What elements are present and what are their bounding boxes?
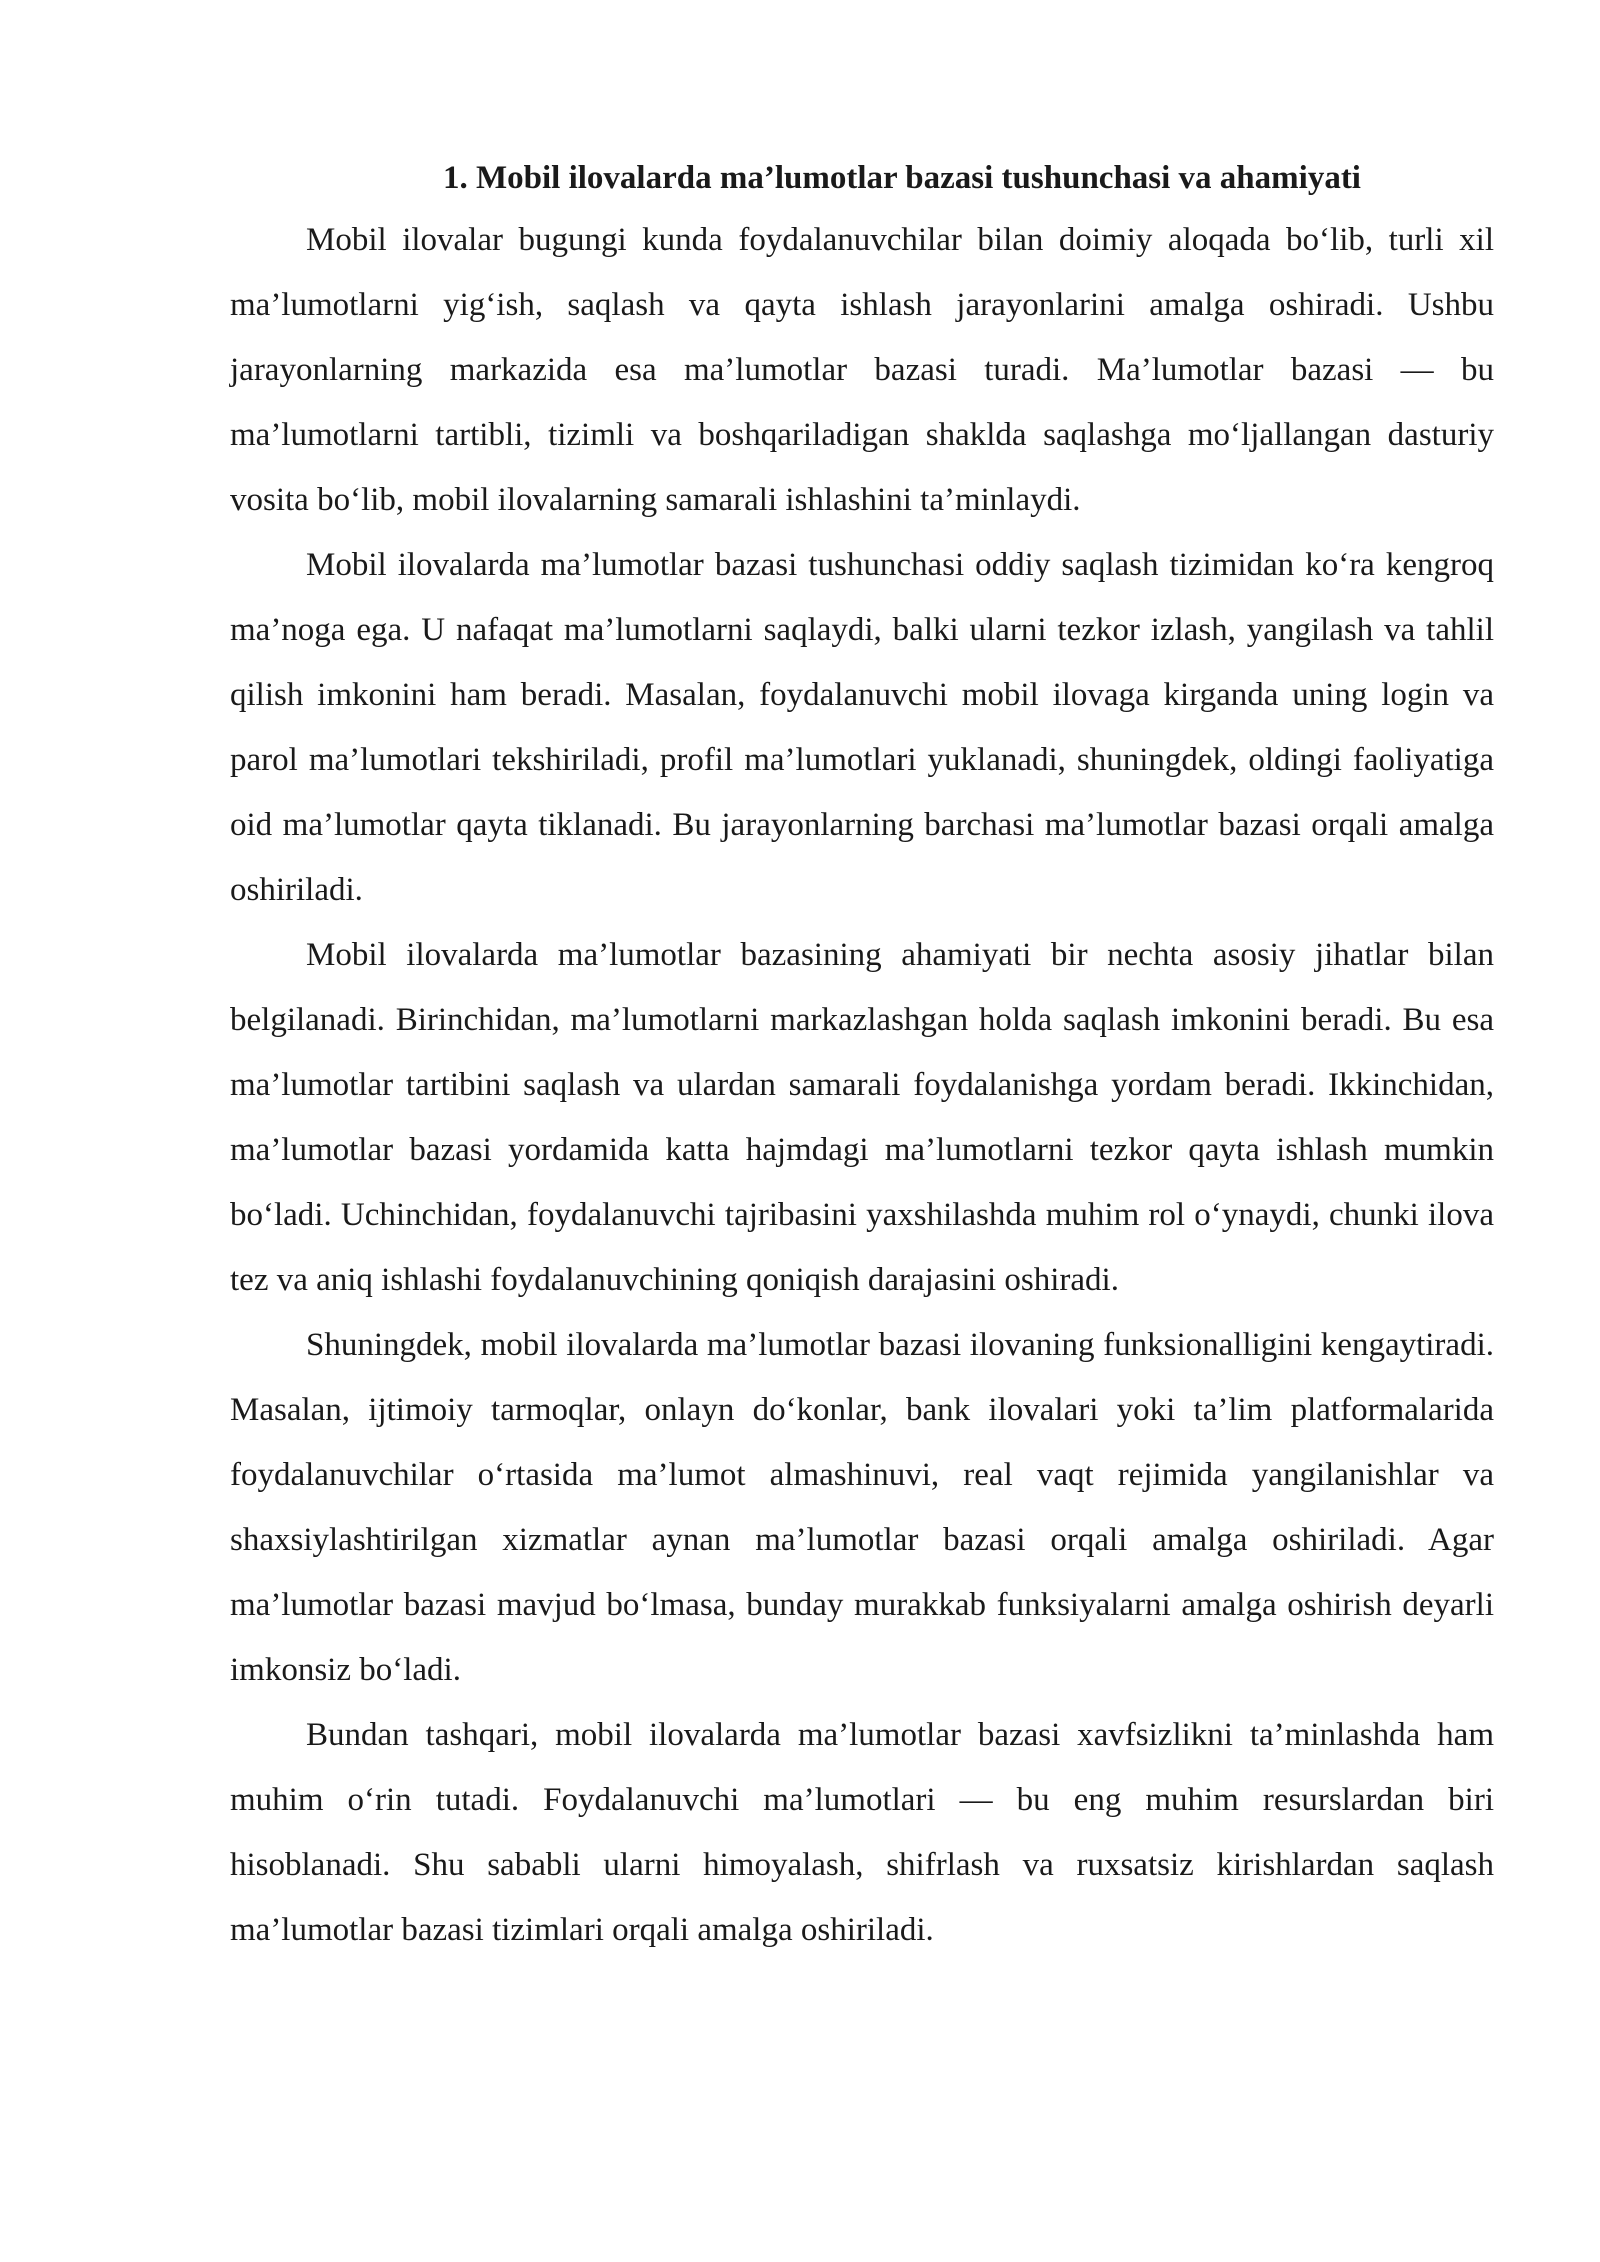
document-body — [230, 150, 1494, 1963]
paragraph-concept: Mobil ilovalarda ma’lumotlar bazasi tushunchasi oddiy saqlash tizimidan ko‘ra kengroq ma’noga ega. U nafaqat ma’lumotlarni saqlaydi, balki ularni tezkor izlash, yangilash va tahlil qilish imkonini ham beradi. Masalan, foydalanuvchi mobil ilovaga kirganda uning login va parol ma’lumotlari tekshiriladi, profil ma’lumotlari yuklanadi, shuningdek, oldingi faoliyatiga oid ma’lumotlar qayta tiklanadi. Bu jarayonlarning barchasi ma’lumotlar bazasi orqali amalga oshiriladi. — [230, 547, 1494, 908]
section-heading: 1. Mobil ilovalarda ma’lumotlar bazasi tushunchasi va ahamiyati — [443, 160, 1361, 196]
paragraph-functionality: Shuningdek, mobil ilovalarda ma’lumotlar bazasi ilovaning funksionalligini kengaytiradi. Masalan, ijtimoiy tarmoqlar, onlayn do‘konlar, bank ilovalari yoki ta’lim platformalarida foydalanuvchilar o‘rtasida ma’lumot almashinuvi, real vaqt rejimida yangilanishlar va shaxsiylashtirilgan xizmatlar aynan ma’lumotlar bazasi orqali amalga oshiriladi. Agar ma’lumotlar bazasi mavjud bo‘lmasa, bunday murakkab funksiyalarni amalga oshirish deyarli imkonsiz bo‘ladi. — [230, 1327, 1494, 1688]
paragraph-intro: Mobil ilovalar bugungi kunda foydalanuvchilar bilan doimiy aloqada bo‘lib, turli xil ma’lumotlarni yig‘ish, saqlash va qayta ishlash jarayonlarini amalga oshiradi. Ushbu jarayonlarning markazida esa ma’lumotlar bazasi turadi. Ma’lumotlar bazasi — bu ma’lumotlarni tartibli, tizimli va boshqariladigan shaklda saqlashga mo‘ljallangan dasturiy vosita bo‘lib, mobil ilovalarning samarali ishlashini ta’minlaydi. — [230, 222, 1494, 518]
paragraph-security: Bundan tashqari, mobil ilovalarda ma’lumotlar bazasi xavfsizlikni ta’minlashda ham muhim o‘rin tutadi. Foydalanuvchi ma’lumotlari — bu eng muhim resurslardan biri hisoblanadi. Shu sababli ularni himoyalash, shifrlash va ruxsatsiz kirishlardan saqlash ma’lumotlar bazasi tizimlari orqali amalga oshiriladi. — [230, 1717, 1494, 1948]
paragraph-importance: Mobil ilovalarda ma’lumotlar bazasining ahamiyati bir nechta asosiy jihatlar bilan belgilanadi. Birinchidan, ma’lumotlarni markazlashgan holda saqlash imkonini beradi. Bu esa ma’lumotlar tartibini saqlash va ulardan samarali foydalanishga yordam beradi. Ikkinchidan, ma’lumotlar bazasi yordamida katta hajmdagi ma’lumotlarni tezkor qayta ishlash mumkin bo‘ladi. Uchinchidan, foydalanuvchi tajribasini yaxshilashda muhim rol o‘ynaydi, chunki ilova tez va aniq ishlashi foydalanuvchining qoniqish darajasini oshiradi. — [230, 937, 1494, 1298]
